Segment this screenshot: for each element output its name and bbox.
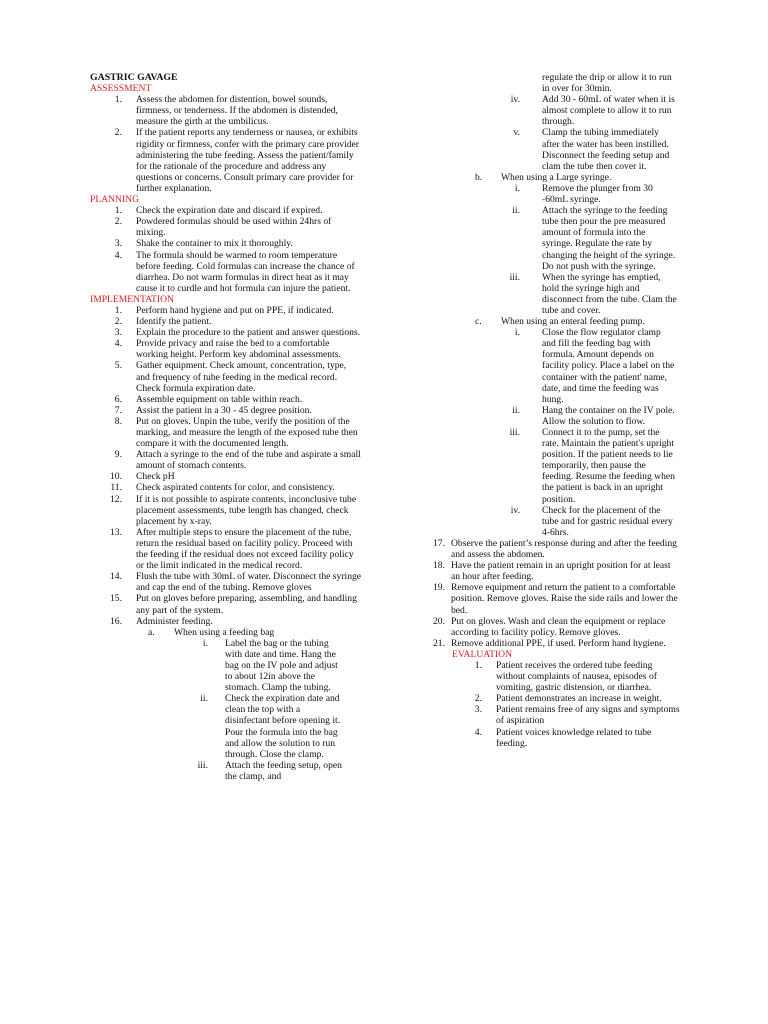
list-item: 9. Attach a syringe to the end of the tube and aspirate a small amount of stomach contents. xyxy=(114,449,361,472)
right-column xyxy=(430,72,682,749)
list-item: 1. Assess the abdomen for distention, bowel sounds, firmness, or tenderness. If the abdomen is distended, measure the girth at the umbilicus. xyxy=(114,94,338,128)
planning-list xyxy=(90,205,362,294)
list-item: 15. Put on gloves before preparing, assembling, and handling any part of the system. xyxy=(110,593,357,616)
sub-step: i. Close the flow regulator clamp and fill the feeding bag with formula. Amount depends on facility policy. Place a label on the container with the patient' name, date, and time the feeding was hung. xyxy=(514,327,675,405)
sub-step: v. Clamp the tubing immediately after the water has been instilled. Disconnect the feeding setup and clam the tube then cover it. xyxy=(513,127,670,172)
list-item: 5. Gather equipment. Check amount, concentration, type, and frequency of tube feeding in the medical record. Check formula expiration date. xyxy=(114,360,347,394)
list-item: 12. If it is not possible to aspirate contents, inconclusive tube placement assessments, tube length has changed, check placement by x-ray. xyxy=(110,493,357,527)
section-title-planning: PLANNING xyxy=(90,194,140,206)
sub-step: i. Label the bag or the tubing with date and time. Hang the bag on the IV pole and adjust to about 12in above the stomach. Clamp the tubing. xyxy=(202,637,338,694)
sub-step: iv. Add 30 - 60mL of water when it is almost complete to allow it to run through. xyxy=(510,94,675,128)
sub-step: iii. Connect it to the pump, set the rate. Maintain the patient's upright position. If the patient needs to lie temporarily, then pause the feeding. Resume the feeding when the patient is back in an upright position. xyxy=(509,427,675,505)
sub-step: ii. Attach the syringe to the feeding tube then pour the pre measured amount of formula into the syringe. Regulate the rate by changing the height of the syringe. Do not push with the syringe. xyxy=(512,205,676,272)
list-item: 11. Check aspirated contents for color, and consistency. xyxy=(110,482,335,494)
list-item: 1. Check the expiration date and discard if expired. xyxy=(114,205,323,217)
sub-step: iii. Attach the feeding setup, open the clamp, and xyxy=(197,759,342,782)
list-item: 6. Assemble equipment on table within reach. xyxy=(114,393,303,405)
list-item: 4. The formula should be warmed to room temperature before feeding. Cold formulas can increase the chance of diarrhea. Do not warm formulas in direct heat as it may cause it to curdle and hot formula can injure the patient. xyxy=(114,249,355,294)
sub-step: ii. Check the expiration date and clean the top with a disinfectant before opening it. Pour the formula into the bag and allow the solution to run through. Close the clamp. xyxy=(200,693,341,760)
list-item: 19. Remove equipment and return the patient to a comfortable position. Remove gloves. Raise the side rails and lower the bed. xyxy=(433,582,678,616)
section-title-implementation: IMPLEMENTATION xyxy=(90,293,174,305)
document-title: GASTRIC GAVAGE xyxy=(90,72,178,83)
list-item: 13. After multiple steps to ensure the placement of the tube, return the residual based on facility policy. Proceed with the feeding if the residual does not exceed facility policy or the limit indicated in the medical record. xyxy=(110,526,354,572)
implementation-list xyxy=(90,305,362,782)
list-item: 20. Put on gloves. Wash and clean the equipment or replace according to facility policy. Remove gloves. xyxy=(433,615,666,638)
list-item: 2. Patient demonstrates an increase in weight. xyxy=(474,693,662,705)
list-item: 3. Explain the procedure to the patient and answer questions. xyxy=(114,327,361,339)
list-item: 1. Patient receives the ordered tube feeding without complaints of nausea, episodes of vomiting, gastric distension, or diarrhea. xyxy=(474,659,657,694)
sub-step: ii. Hang the container on the IV pole. Allow the solution to flow. xyxy=(512,404,675,427)
sub-item-large-syringe: b. When using a Large syringe. xyxy=(475,171,612,183)
list-item: 3. Shake the container to mix it thoroughly. xyxy=(114,238,293,250)
list-item: 4. Provide privacy and raise the bed to a comfortable working height. Perform key abdominal assessments. xyxy=(114,338,341,361)
list-item: 7. Assist the patient in a 30 - 45 degree position. xyxy=(114,404,312,416)
list-item: 18. Have the patient remain in an upright position for at least an hour after feeding. xyxy=(433,560,671,583)
section-title-evaluation: EVALUATION xyxy=(452,648,513,660)
continued-text: regulate the drip or allow it to run in over for 30min. xyxy=(542,72,672,95)
left-column xyxy=(90,72,362,782)
sub-item-feeding-bag: a. When using a feeding bag xyxy=(148,626,275,638)
sub-step: i. Remove the plunger from 30 -60mL syringe. xyxy=(514,182,653,206)
sub-item-feeding-pump: c. When using an enteral feeding pump. xyxy=(475,316,645,328)
list-item: 16. Administer feeding. xyxy=(110,615,213,627)
assessment-list xyxy=(90,94,362,194)
list-item: 2. Identify the patient. xyxy=(114,316,212,328)
list-item: 8. Put on gloves. Unpin the tube, verify the position of the marking, and measure the length of the exposed tube then compare it with the documented length. xyxy=(114,415,358,450)
list-item: 21. Remove additional PPE, if used. Perform hand hygiene. xyxy=(433,637,666,649)
sub-step: iv. Check for the placement of the tube and for gastric residual every 4-6hrs. xyxy=(510,504,673,538)
list-item: 3. Patient remains free of any signs and symptoms of aspiration xyxy=(474,704,680,727)
list-item: 4. Patient voices knowledge related to tube feeding. xyxy=(474,726,652,749)
section-title-assessment: ASSESSMENT xyxy=(90,83,152,95)
evaluation-list xyxy=(430,660,682,749)
list-item: 14. Flush the tube with 30mL of water. Disconnect the syringe and cap the end of the tubing. Remove gloves xyxy=(110,571,362,594)
list-item: 2. Powdered formulas should be used within 24hrs of mixing. xyxy=(114,216,332,239)
list-item: 10. Check pH xyxy=(110,471,175,483)
list-item: 17. Observe the patient’s response during and after the feeding and assess the abdomen. xyxy=(433,537,677,561)
list-item: 1. Perform hand hygiene and put on PPE, if indicated. xyxy=(114,304,334,316)
list-item: 2. If the patient reports any tenderness or nausea, or exhibits rigidity or firmness, confer with the primary care provider administering the tube feeding. Assess the patient/family for the rationale of the procedure and address any questions or concerns. Consult primary care provider for further explanation. xyxy=(114,127,359,194)
sub-step: iii. When the syringe has emptied, hold the syringe high and disconnect from the tube. Clam the tube and cover. xyxy=(509,271,677,316)
